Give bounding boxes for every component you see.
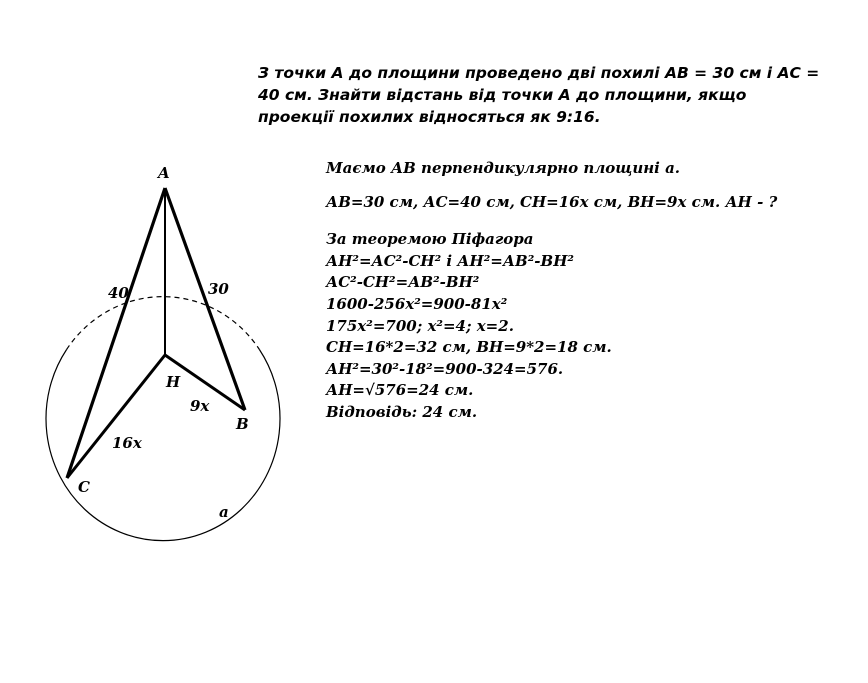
solution-line: АН²=АС²-СН² і АН²=АВ²-ВН² — [326, 251, 574, 270]
solution-line: 175х²=700; х²=4; х=2. — [326, 316, 514, 335]
segment-label-HC: 16x — [112, 434, 142, 452]
problem-line: З точки А до площини проведено дві похилі AB = 30 см і АС = — [258, 64, 820, 82]
plane-circle-hidden-arc — [67, 297, 260, 350]
point-label-C: C — [78, 478, 90, 496]
solution-line: АС²-СН²=АВ²-ВН² — [326, 273, 480, 292]
solution-line: Відповідь: 24 см. — [326, 402, 478, 421]
plane-label: a — [219, 503, 229, 521]
point-label-A: A — [158, 164, 170, 182]
solution-line: АН²=30²-18²=900-324=576. — [326, 359, 564, 378]
solution-line: АН=√576=24 см. — [326, 381, 474, 400]
solution-line: АВ=30 см, АС=40 см, СН=16х см, ВН=9х см. АН - ? — [326, 192, 778, 211]
problem-line: проекції похилих відносяться як 9:16. — [258, 108, 601, 126]
segment-label-AB: 30 — [208, 280, 229, 298]
point-label-H: H — [166, 373, 181, 391]
solution-line: За теоремою Піфагора — [326, 230, 534, 249]
segment-label-AC: 40 — [108, 284, 129, 302]
solution-block — [326, 158, 846, 424]
plane-circle-visible-arc — [46, 350, 280, 541]
solution-line: 1600-256х²=900-81х² — [326, 294, 508, 313]
solution-line: Маємо АВ перпендикулярно площині а. — [326, 159, 681, 177]
solution-line: СН=16*2=32 см, ВН=9*2=18 см. — [326, 338, 612, 357]
spacer — [326, 180, 846, 192]
spacer — [326, 213, 846, 229]
point-label-B: B — [236, 415, 249, 433]
segment-label-HB: 9x — [190, 397, 210, 415]
problem-statement — [258, 62, 820, 128]
segment-HC — [67, 355, 165, 478]
problem-line: 40 см. Знайти відстань від точки А до площини, якщо — [258, 86, 747, 104]
